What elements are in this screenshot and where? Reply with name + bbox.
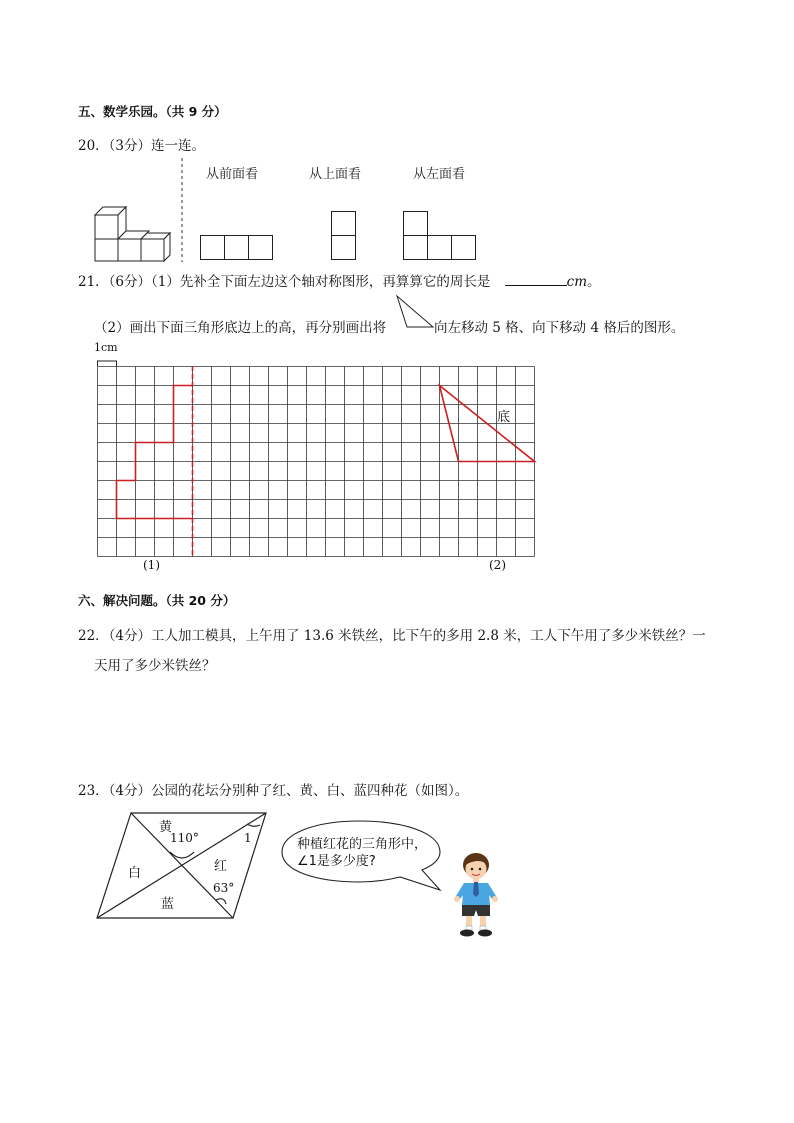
small-triangle-icon — [395, 294, 435, 330]
region-yellow-label: 黄 — [159, 820, 173, 835]
view-label-top: 从上面看 — [309, 167, 362, 182]
region-white-label: 白 — [128, 866, 142, 881]
angle-63-label: 63° — [213, 881, 235, 895]
question-21-part1 — [78, 270, 601, 290]
question-20-text: 20．（3分）连一连。 — [78, 138, 206, 154]
region-red-label: 红 — [214, 859, 228, 874]
question-21-part1-text: 21．（6分）（1）先补全下面左边这个轴对称图形，再算算它的周长是 — [78, 274, 491, 290]
question-21-part2-after: 向左移动 5 格、向下移动 4 格后的图形。 — [434, 320, 685, 336]
question-22-line2: 天用了多少米铁丝？ — [94, 658, 216, 674]
angle-1-label: 1 — [244, 831, 252, 845]
cube-stack-figure — [90, 205, 170, 263]
question-22-line1: 22．（4分）工人加工模具，上午用了 13.6 米铁丝，比下午的多用 2.8 米，工人下午用了多少米铁丝？一 — [78, 628, 706, 644]
left-view-figure — [403, 211, 477, 260]
question-23-text: 23．（4分）公园的花坛分别种了红、黄、白、蓝四种花（如图）。 — [78, 783, 469, 799]
base-label: 底 — [497, 410, 511, 425]
section-6-title: 六、解决问题。（共 20 分） — [78, 593, 236, 608]
view-label-left: 从左面看 — [413, 167, 466, 182]
figure-2-label: (2) — [489, 558, 506, 572]
scale-label: 1cm — [94, 341, 118, 354]
question-21-part1-end: 。 — [587, 274, 601, 290]
angle-110-label: 110° — [170, 831, 199, 845]
bubble-text-line1: 种植红花的三角形中， — [297, 837, 428, 852]
perimeter-answer-blank[interactable] — [505, 273, 567, 286]
question-21-part2-before: （2）画出下面三角形底边上的高，再分别画出将 — [94, 320, 387, 336]
region-blue-label: 蓝 — [161, 897, 175, 912]
boy-cartoon-icon — [448, 850, 504, 940]
section-5-title: 五、数学乐园。（共 9 分） — [78, 104, 227, 119]
perimeter-unit: cm — [566, 274, 588, 290]
scale-bracket — [97, 357, 119, 367]
front-view-figure — [200, 235, 273, 260]
dashed-divider — [181, 158, 183, 262]
parallelogram-flowerbed — [96, 812, 271, 920]
square-grid[interactable] — [97, 366, 534, 559]
top-view-figure — [331, 211, 357, 260]
view-label-front: 从前面看 — [206, 167, 259, 182]
figure-1-label: (1) — [143, 558, 160, 572]
bubble-text-line2: ∠1是多少度? — [297, 854, 376, 869]
